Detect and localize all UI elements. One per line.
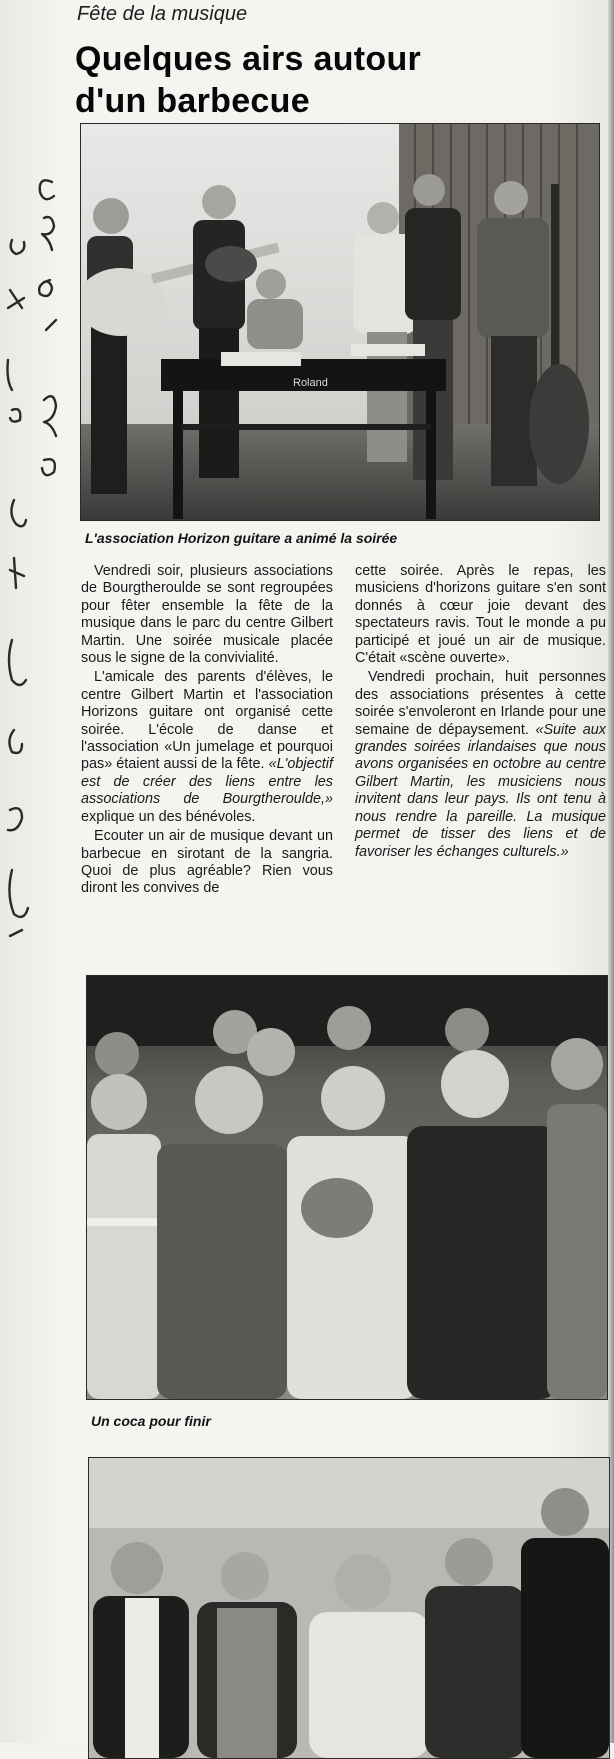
col2-p2-text: Vendredi prochain, huit personnes des associations présentes à cette soirée s'envoleront en Irlande pour une semaine de dépaysement. bbox=[355, 669, 606, 738]
photo2-caption: Un coca pour finir bbox=[91, 1413, 211, 1429]
photo1-caption: L'association Horizon guitare a animé la soirée bbox=[85, 530, 398, 546]
article-column-2 bbox=[355, 563, 606, 861]
col1-p2-text: L'amicale des parents d'élèves, le centre Gilbert Martin et l'association Horizons guitare ont organisé cette soirée. L'école de danse et l'association «Un jumelage et pourquoi pas» étaient aussi de la fête. bbox=[81, 669, 333, 773]
section-rubric: Fête de la musique bbox=[77, 3, 248, 25]
col1-paragraph-1: Vendredi soir, plusieurs associations de Bourgtheroulde se sont regroupées pour fêter ensemble la fête de la musique dans le parc du centre Gilbert Martin. Une soirée musicale placée sous le signe de la convivialité. bbox=[81, 563, 333, 667]
col2-paragraph-2 bbox=[355, 669, 606, 860]
col2-p2-quote: «Suite aux grandes soirées irlandaises que nous avons organisées en octobre au centre Gilbert Martin, les musiciens nous invitent dans leur pays. Ils ont tenu à nous rendre la pareille. La musique permet de tisser des liens et de favoriser les échanges culturels.» bbox=[355, 721, 606, 860]
photo-children bbox=[86, 975, 608, 1400]
article-column-1 bbox=[81, 563, 333, 898]
col1-paragraph-2 bbox=[81, 669, 333, 826]
col1-paragraph-3: Ecouter un air de musique devant un barbecue en sirotant de la sangria. Quoi de plus agréable? Rien vous diront les convives de bbox=[81, 828, 333, 897]
handwritten-date-note bbox=[0, 170, 70, 950]
col1-p2-quote: «L'objectif est de créer des liens entre les associations de Bourgtheroulde,» bbox=[81, 756, 333, 808]
article-headline bbox=[75, 38, 595, 122]
headline-line-2: d'un barbecue bbox=[75, 82, 310, 120]
photo-musicians bbox=[80, 123, 600, 521]
photo-adults bbox=[88, 1457, 610, 1759]
keyboard-brand: Roland bbox=[293, 377, 328, 389]
headline-line-1: Quelques airs autour bbox=[75, 40, 422, 78]
col1-p2-end: explique un des bénévoles. bbox=[81, 808, 256, 825]
col2-paragraph-1: cette soirée. Après le repas, les musiciens d'horizons guitare s'en sont donnés à cœur joie devant des spectateurs ravis. Tout le monde a pu participé et joué un air de musique. C'était «scène ouverte». bbox=[355, 563, 606, 667]
